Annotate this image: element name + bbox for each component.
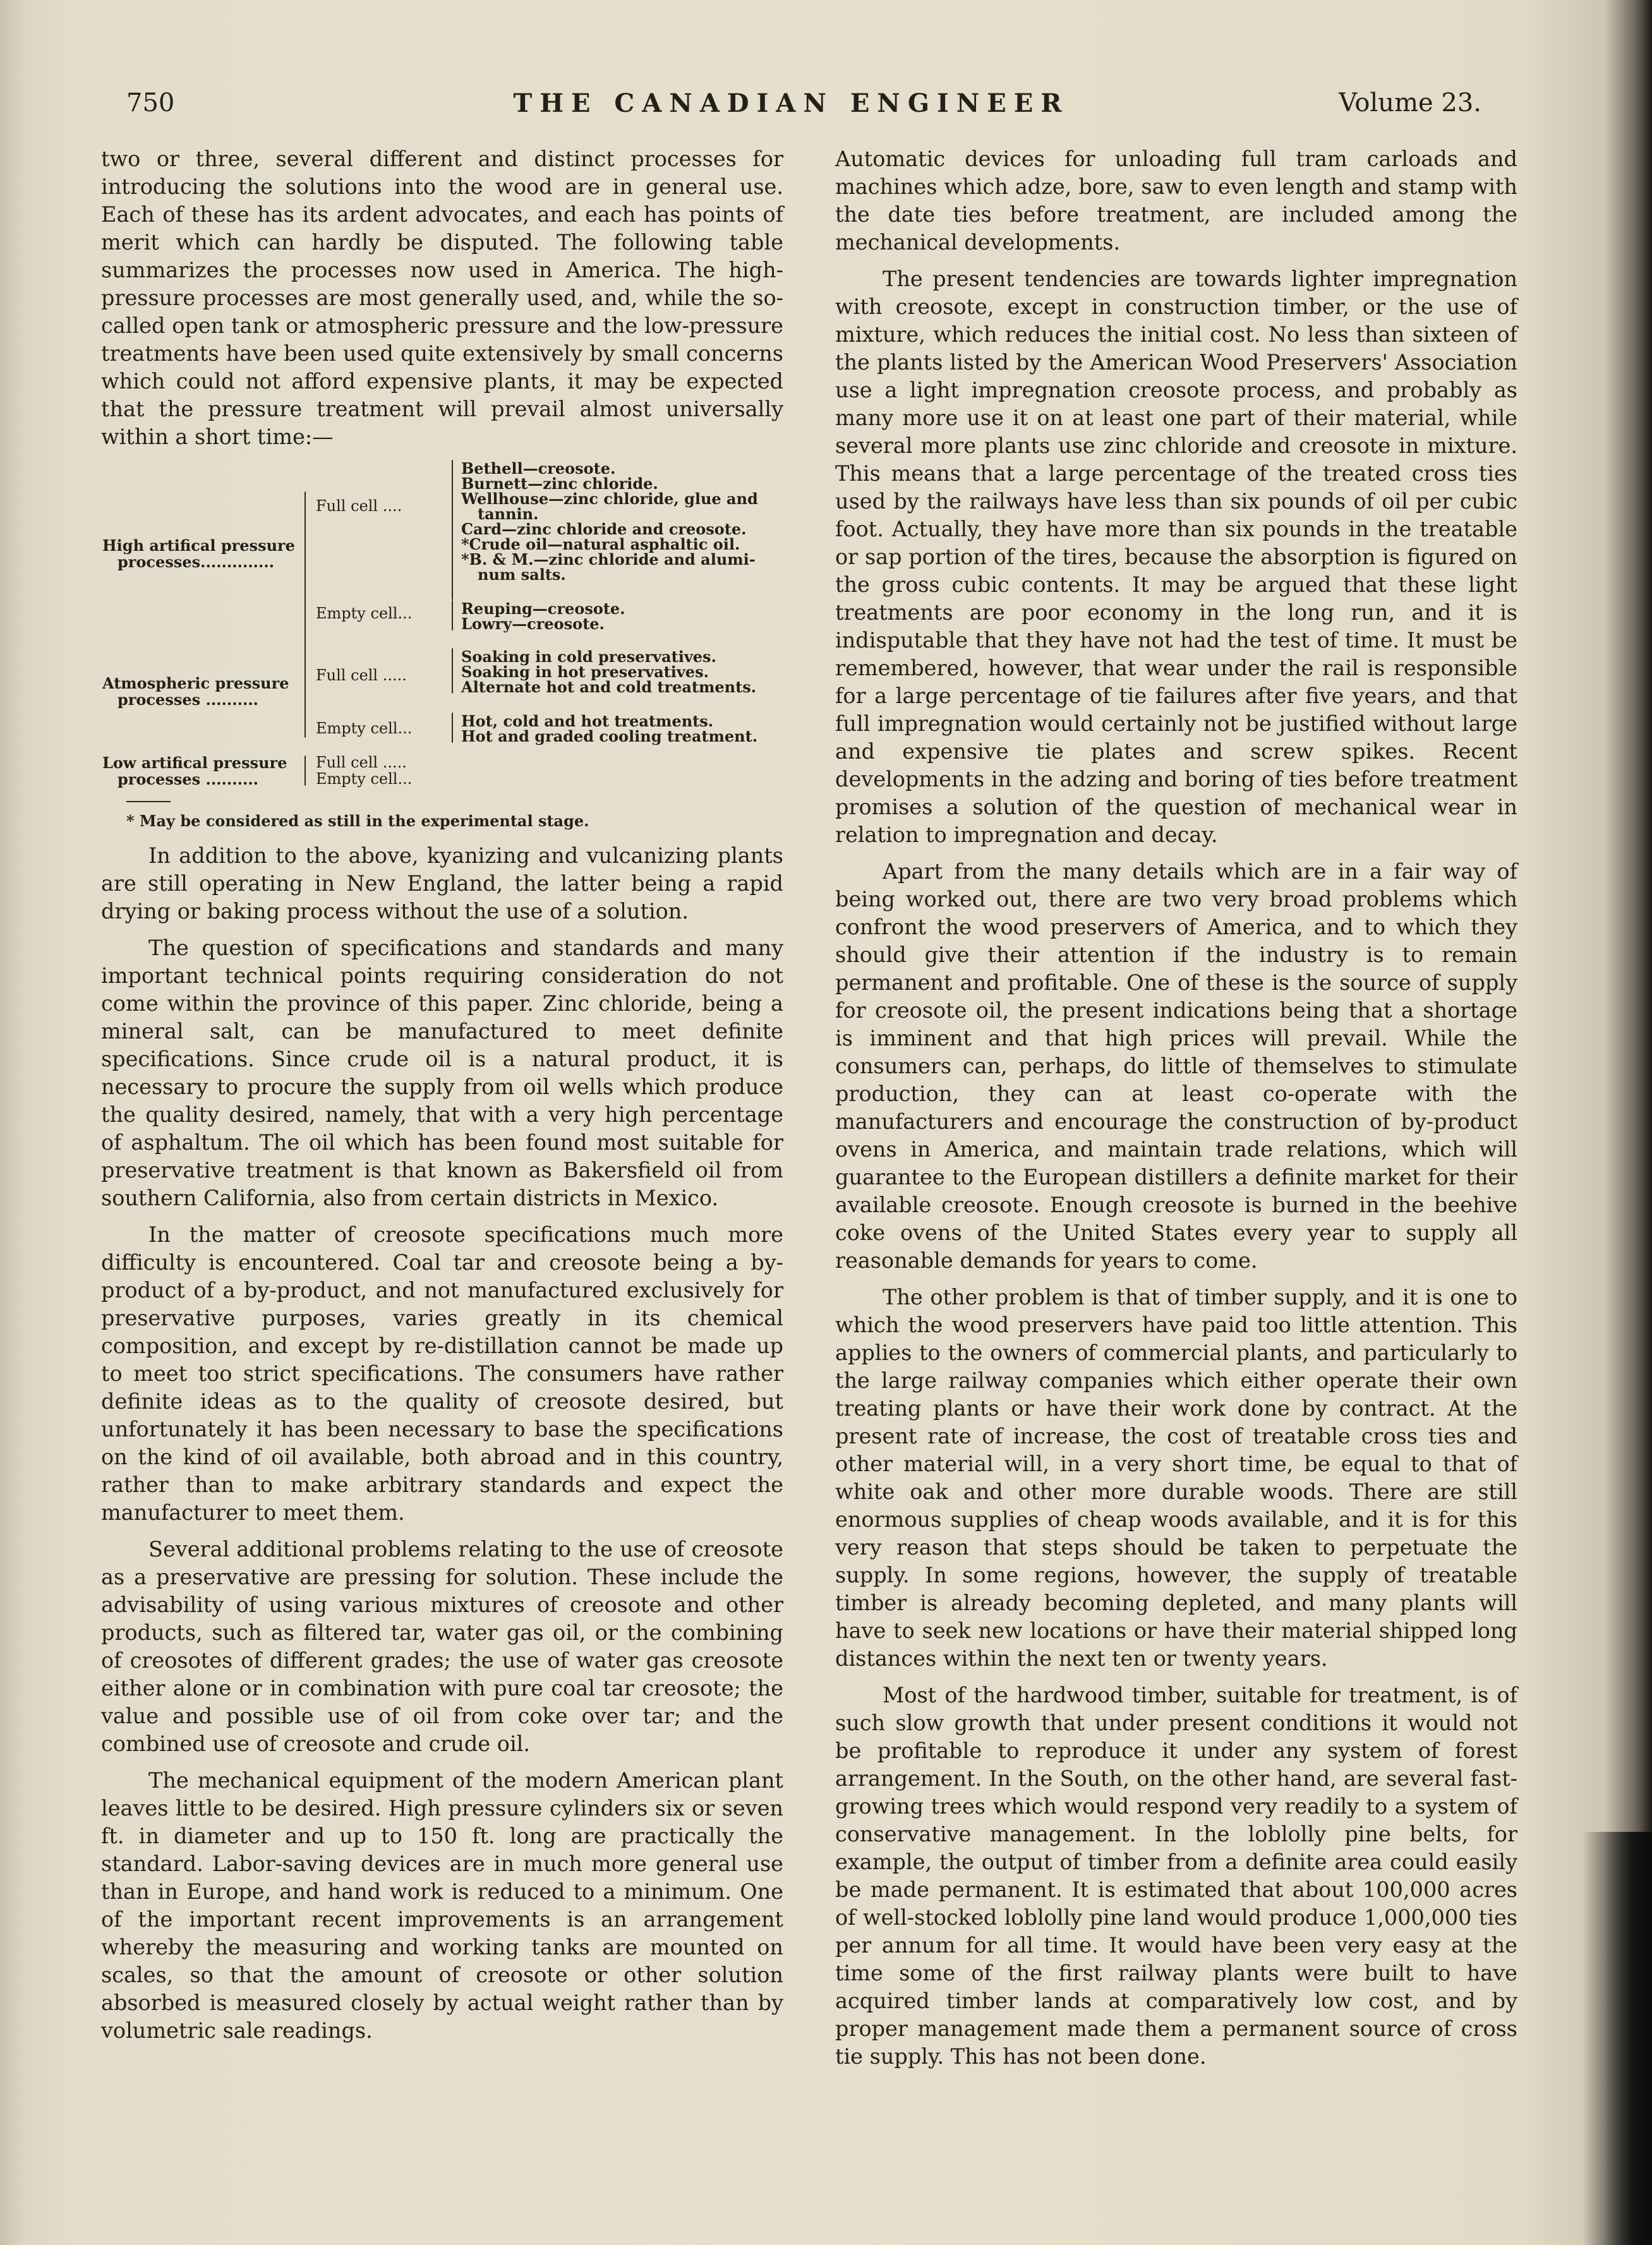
table-group-label: processes .......... (118, 690, 259, 709)
paragraph: two or three, several different and distinct processes for introducing the solutions into the wood are in general use. Each of these has its ardent advocates, and each has points of merit which can hardly be disputed. The following table summarizes the processes now used in America. The high-pressure processes are most generally used, and, while the so-called open tank or atmospheric pressure and the low-pressure treatments have been used quite extensively by small concerns which could not afford expensive plants, it may be expected that the pressure treatment will prevail almost universally within a short time:— (101, 147, 783, 449)
paragraph: The question of specifications and standards and many important technical points requiring consideration do not come within the province of this paper. Zinc chloride, being a mineral salt, can be manufactured to meet definite specifications. Since crude oil is a natural product, it is necessary to procure the supply from oil wells which produce the quality desired, namely, that with a very high percentage of asphaltum. The oil which has been found most suitable for preservative treatment is that known as Bakersfield oil from southern California, also from certain districts in Mexico. (101, 936, 783, 1210)
table-item: Reuping—creosote. (461, 599, 625, 618)
table-subgroup-label: Full cell ..... (316, 666, 407, 684)
brace (452, 713, 453, 743)
table-subgroup-label: Full cell ..... (316, 754, 407, 771)
table-item: Bethell—creosote. (461, 459, 616, 478)
footnote: * May be considered as still in the experimental stage. (126, 812, 589, 830)
table-group-label: Low artifical pressure (102, 754, 287, 772)
table-item: Wellhouse—zinc chloride, glue and (461, 490, 758, 508)
process-summary-table (101, 460, 783, 842)
table-item: num salts. (478, 565, 566, 584)
table-item: *B. & M.—zinc chloride and alumi- (461, 550, 756, 569)
paragraph: The mechanical equipment of the modern American plant leaves little to be desired. High pressure cylinders six or seven ft. in diameter and up to 150 ft. long are practically the standard. Labor-saving devices are in much more general use than in Europe, and hand work is reduced to a minimum. One of the important recent improvements is an arrangement whereby the measuring and working tanks are mounted on scales, so that the amount of creosote or other solution absorbed is measured closely by actual weight rather than by volumetric sale readings. (101, 1768, 783, 2043)
brace (304, 755, 306, 786)
table-item: tannin. (478, 505, 539, 523)
table-subgroup-label: Empty cell... (316, 770, 413, 788)
table-item: Burnett—zinc chloride. (461, 474, 658, 493)
paragraph: The present tendencies are towards lighter impregnation with creosote, except in construction timber, or the use of mixture, which reduces the initial cost. No less than sixteen of the plants listed by the American Wood Preservers' Association use a light impregnation creosote process, and probably as many more use it on at least one part of their material, while several more plants use zinc chloride and creosote in mixture. This means that a large percentage of the treated cross ties used by the railways have less than six pounds of oil per cubic foot. Actually, they have more than six pounds in the treatable or sap portion of the tires, because the absorption is figured on the gross cubic contents. It may be argued that these light treatments are poor economy in the long run, and it is indisputable that they have not had the test of time. It must be remembered, however, that wear under the rail is responsible for a large percentage of tie failures after five years, and that full impregnation would certainly not be justified without large and expensive tie plates and screw spikes. Recent developments in the adzing and boring of ties before treatment promises a solution of the question of mechanical wear in relation to impregnation and decay. (835, 267, 1517, 847)
brace (452, 600, 453, 630)
binding-shadow (1583, 1832, 1652, 2245)
table-item: *Crude oil—natural asphaltic oil. (461, 535, 740, 553)
table-item: Card—zinc chloride and creosote. (461, 520, 747, 538)
paragraph: In the matter of creosote specifications much more difficulty is encountered. Coal tar and creosote being a by-product of a by-product, and not manufactured exclusively for preservative purposes, varies greatly in its chemical composition, and except by re-distillation cannot be made up to meet too strict specifications. The consumers have rather definite ideas as to the quality of creosote desired, but unfortunately it has been necessary to base the specifications on the kind of oil available, both abroad and in this country, rather than to make arbitrary standards and expect the manufacturer to meet them. (101, 1222, 783, 1525)
paragraph: The other problem is that of timber supply, and it is one to which the wood preservers have paid too little attention. This applies to the owners of commercial plants, and particularly to the large railway companies which either operate their own treating plants or have their work done by contract. At the present rate of increase, the cost of treatable cross ties and other material will, in a very short time, be equal to that of white oak and other more durable woods. There are still enormous supplies of cheap woods available, and it is for this very reason that steps should be taken to perpetuate the supply. In some regions, however, the supply of treatable timber is already becoming depleted, and many plants will have to seek new locations or have their material shipped long distances within the next ten or twenty years. (835, 1285, 1517, 1671)
table-item: Hot and graded cooling treatment. (461, 727, 758, 745)
page-number: 750 (126, 88, 175, 117)
paragraph: Apart from the many details which are in a fair way of being worked out, there are two very broad problems which confront the wood preservers of America, and to which they should give their attention if the industry is to remain permanent and profitable. One of these is the source of supply for creosote oil, the present indications being that a shortage is imminent and that high prices will prevail. While the consumers can, perhaps, do little of themselves to stimulate production, they can at least co-operate with the manufacturers and encourage the construction of by-product ovens in America, and maintain trade relations, which will guarantee to the European distillers a definite market for their available creosote. Enough creosote is burned in the beehive coke ovens of the United States every year to supply all reasonable demands for years to come. (835, 859, 1517, 1273)
paragraph: Automatic devices for unloading full tram carloads and machines which adze, bore, saw to even length and stamp with the date ties before treatment, are included among the mechanical developments. (835, 147, 1517, 255)
right-column (835, 145, 1517, 2079)
table-item: Soaking in hot preservatives. (461, 663, 709, 681)
brace (452, 460, 453, 600)
brace (452, 648, 453, 694)
table-group-label: processes.............. (118, 553, 275, 571)
page-header (101, 82, 1481, 126)
brace (304, 649, 306, 738)
table-group-label: processes .......... (118, 770, 259, 788)
volume-label: Volume 23. (1339, 88, 1481, 117)
table-item: Alternate hot and cold treatments. (461, 678, 757, 696)
paragraph: Several additional problems relating to the use of creosote as a preservative are pressing for solution. These include the advisability of using various mixtures of creosote and other products, such as filtered tar, water gas oil, or the combining of creosotes of different grades; the use of water gas creosote either alone or in combination with pure coal tar creosote; the value and possible use of oil from coke over tar; and the combined use of creosote and crude oil. (101, 1537, 783, 1756)
journal-title: THE CANADIAN ENGINEER (513, 88, 1070, 118)
table-subgroup-label: Full cell .... (316, 497, 402, 515)
table-item: Lowry—creosote. (461, 615, 605, 633)
table-item: Soaking in cold preservatives. (461, 647, 716, 666)
paragraph: Most of the hardwood timber, suitable for treatment, is of such slow growth that under present conditions it would not be profitable to reproduce it under any system of forest arrangement. In the South, on the other hand, are several fast-growing trees which would respond very readily to a system of conservative management. In the loblolly pine belts, for example, the output of timber from a definite area could easily be made permanent. It is estimated that about 100,000 acres of well-stocked loblolly pine land would produce 1,000,000 ties per annum for all time. It would have been very easy at the time some of the first railway plants were built to have acquired timber lands at comparatively low cost, and by proper management made them a permanent source of cross tie supply. This has not been done. (835, 1683, 1517, 2069)
paragraph: In addition to the above, kyanizing and vulcanizing plants are still operating in New England, the latter being a rapid drying or baking process without the use of a solution. (101, 843, 783, 924)
table-subgroup-label: Empty cell... (316, 605, 413, 622)
left-column (101, 145, 783, 2054)
table-item: Hot, cold and hot treatments. (461, 712, 714, 730)
table-group-label: High artifical pressure (102, 536, 295, 555)
footnote-rule (126, 801, 171, 802)
table-group-label: Atmospheric pressure (102, 674, 289, 692)
table-subgroup-label: Empty cell... (316, 719, 413, 737)
